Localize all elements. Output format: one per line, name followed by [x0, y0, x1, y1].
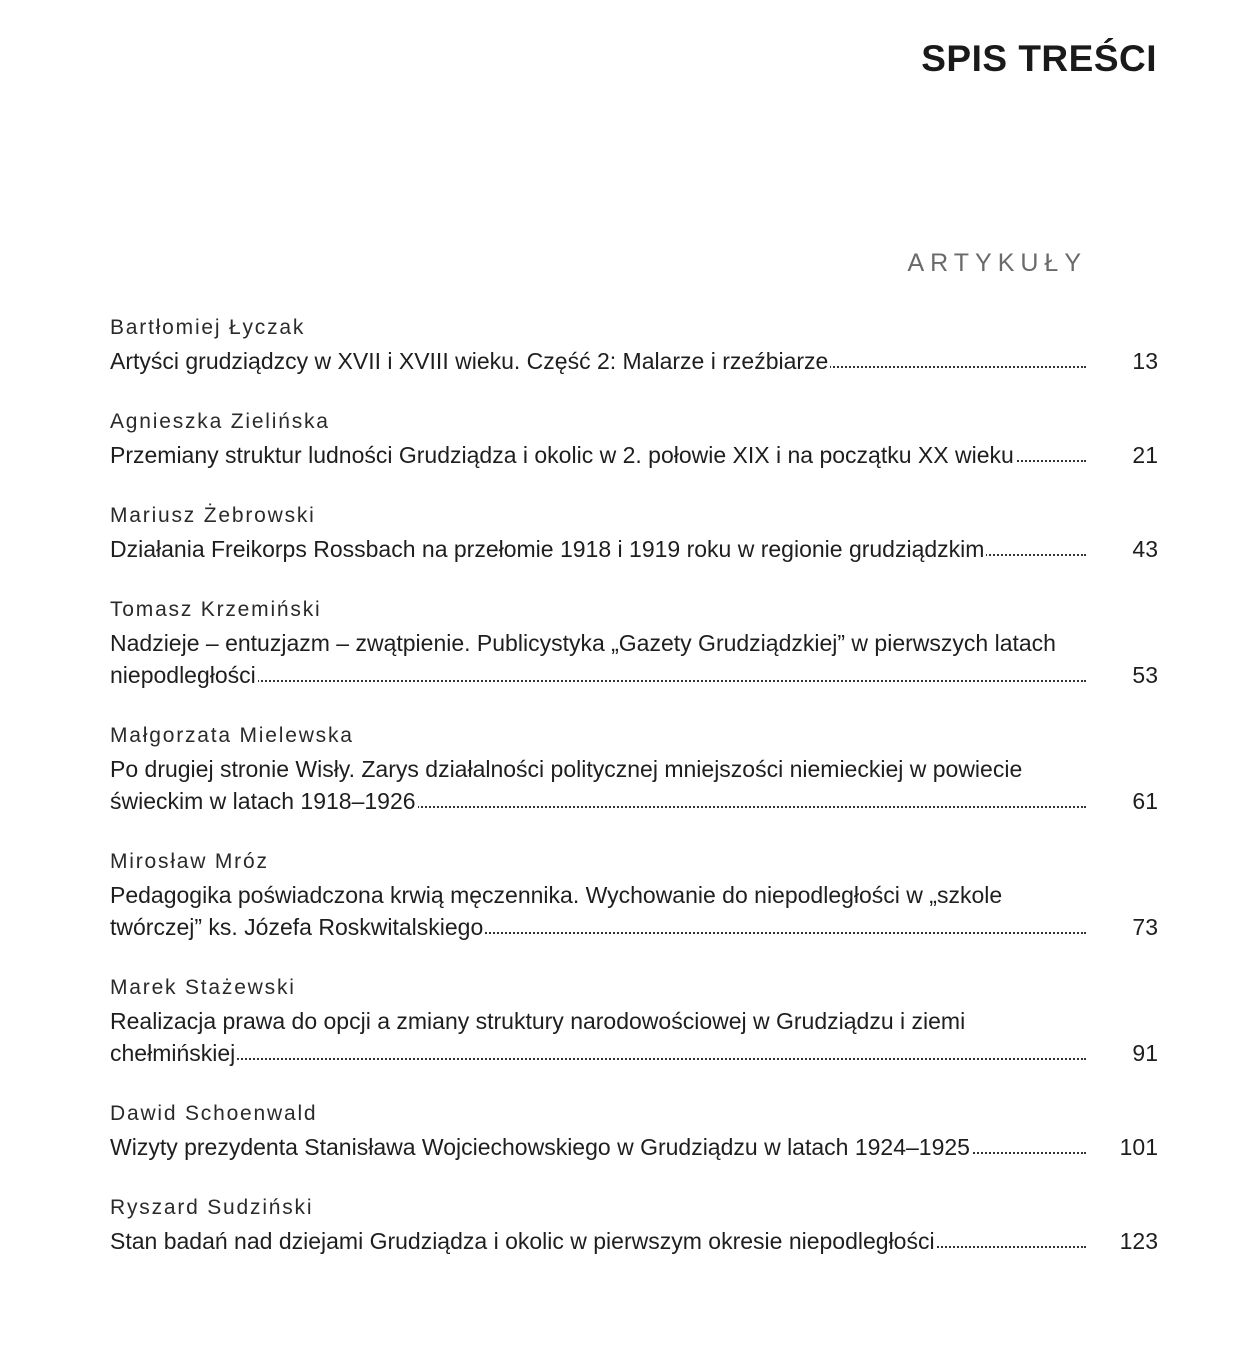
entry-author: Agnieszka Zielińska [110, 410, 330, 433]
entry-page-number: 43 [1132, 536, 1158, 562]
entry-title-leader [110, 439, 1086, 471]
entry-title-row[interactable] [110, 627, 1158, 691]
entry-title-row[interactable] [110, 533, 1158, 565]
entry-title-row[interactable] [110, 1005, 1158, 1069]
entry-page-number: 13 [1132, 348, 1158, 374]
entry-page-number: 91 [1132, 1040, 1158, 1066]
entry-title: Działania Freikorps Rossbach na przełomie 1918 i 1919 roku w regionie grudziądzkim [110, 536, 985, 562]
entry-title: Nadzieje – entuzjazm – zwątpienie. Publicystyka „Gazety Grudziądzkiej” w pierwszych latach niepodległości [110, 630, 1056, 688]
table-of-contents [110, 313, 1158, 1287]
toc-entry [110, 721, 1158, 817]
entry-author: Bartłomiej Łyczak [110, 316, 306, 339]
entry-title-leader [110, 753, 1086, 817]
entry-title: Przemiany struktur ludności Grudziądza i okolic w 2. połowie XIX i na początku XX wieku [110, 442, 1014, 468]
entry-page-number: 53 [1132, 662, 1158, 688]
entry-title-leader [110, 879, 1086, 943]
entry-title: Po drugiej stronie Wisły. Zarys działalności politycznej mniejszości niemieckiej w powiecie świeckim w latach 1918–1926 [110, 756, 1023, 814]
entry-title-leader [110, 627, 1086, 691]
entry-author: Mariusz Żebrowski [110, 504, 316, 527]
entry-author: Dawid Schoenwald [110, 1102, 318, 1125]
entry-title-leader [110, 1225, 1086, 1257]
page-title: SPIS TREŚCI [921, 38, 1157, 79]
toc-entry [110, 501, 1158, 565]
toc-entry [110, 595, 1158, 691]
entry-title-row[interactable] [110, 1131, 1158, 1163]
entry-page-number: 101 [1119, 1134, 1158, 1160]
section-heading: ARTYKUŁY [907, 249, 1087, 277]
entry-title: Stan badań nad dziejami Grudziądza i okolic w pierwszym okresie niepodległości [110, 1228, 935, 1254]
entry-title-leader [110, 1131, 1086, 1163]
entry-title: Pedagogika poświadczona krwią męczennika. Wychowanie do niepodległości w „szkole twórczej” ks. Józefa Roskwitalskiego [110, 882, 1003, 940]
toc-entry [110, 847, 1158, 943]
entry-title-row[interactable] [110, 879, 1158, 943]
toc-entry [110, 1099, 1158, 1163]
entry-title-row[interactable] [110, 1225, 1158, 1257]
entry-title-row[interactable] [110, 753, 1158, 817]
toc-entry [110, 973, 1158, 1069]
toc-entry [110, 313, 1158, 377]
entry-author: Małgorzata Mielewska [110, 724, 354, 747]
entry-title: Wizyty prezydenta Stanisława Wojciechowskiego w Grudziądzu w latach 1924–1925 [110, 1134, 970, 1160]
entry-page-number: 73 [1132, 914, 1158, 940]
entry-title-leader [110, 345, 1086, 377]
entry-title-row[interactable] [110, 345, 1158, 377]
entry-author: Ryszard Sudziński [110, 1196, 314, 1219]
entry-title-leader [110, 1005, 1086, 1069]
entry-author: Tomasz Krzemiński [110, 598, 322, 621]
entry-page-number: 21 [1132, 442, 1158, 468]
entry-author: Mirosław Mróz [110, 850, 269, 873]
entry-page-number: 61 [1132, 788, 1158, 814]
entry-title-leader [110, 533, 1086, 565]
entry-title: Realizacja prawa do opcji a zmiany struktury narodowościowej w Grudziądzu i ziemi chełmińskiej [110, 1008, 966, 1066]
toc-entry [110, 1193, 1158, 1257]
entry-page-number: 123 [1119, 1228, 1158, 1254]
entry-title: Artyści grudziądzcy w XVII i XVIII wieku. Część 2: Malarze i rzeźbiarze [110, 348, 829, 374]
entry-author: Marek Stażewski [110, 976, 296, 999]
toc-entry [110, 407, 1158, 471]
entry-title-row[interactable] [110, 439, 1158, 471]
